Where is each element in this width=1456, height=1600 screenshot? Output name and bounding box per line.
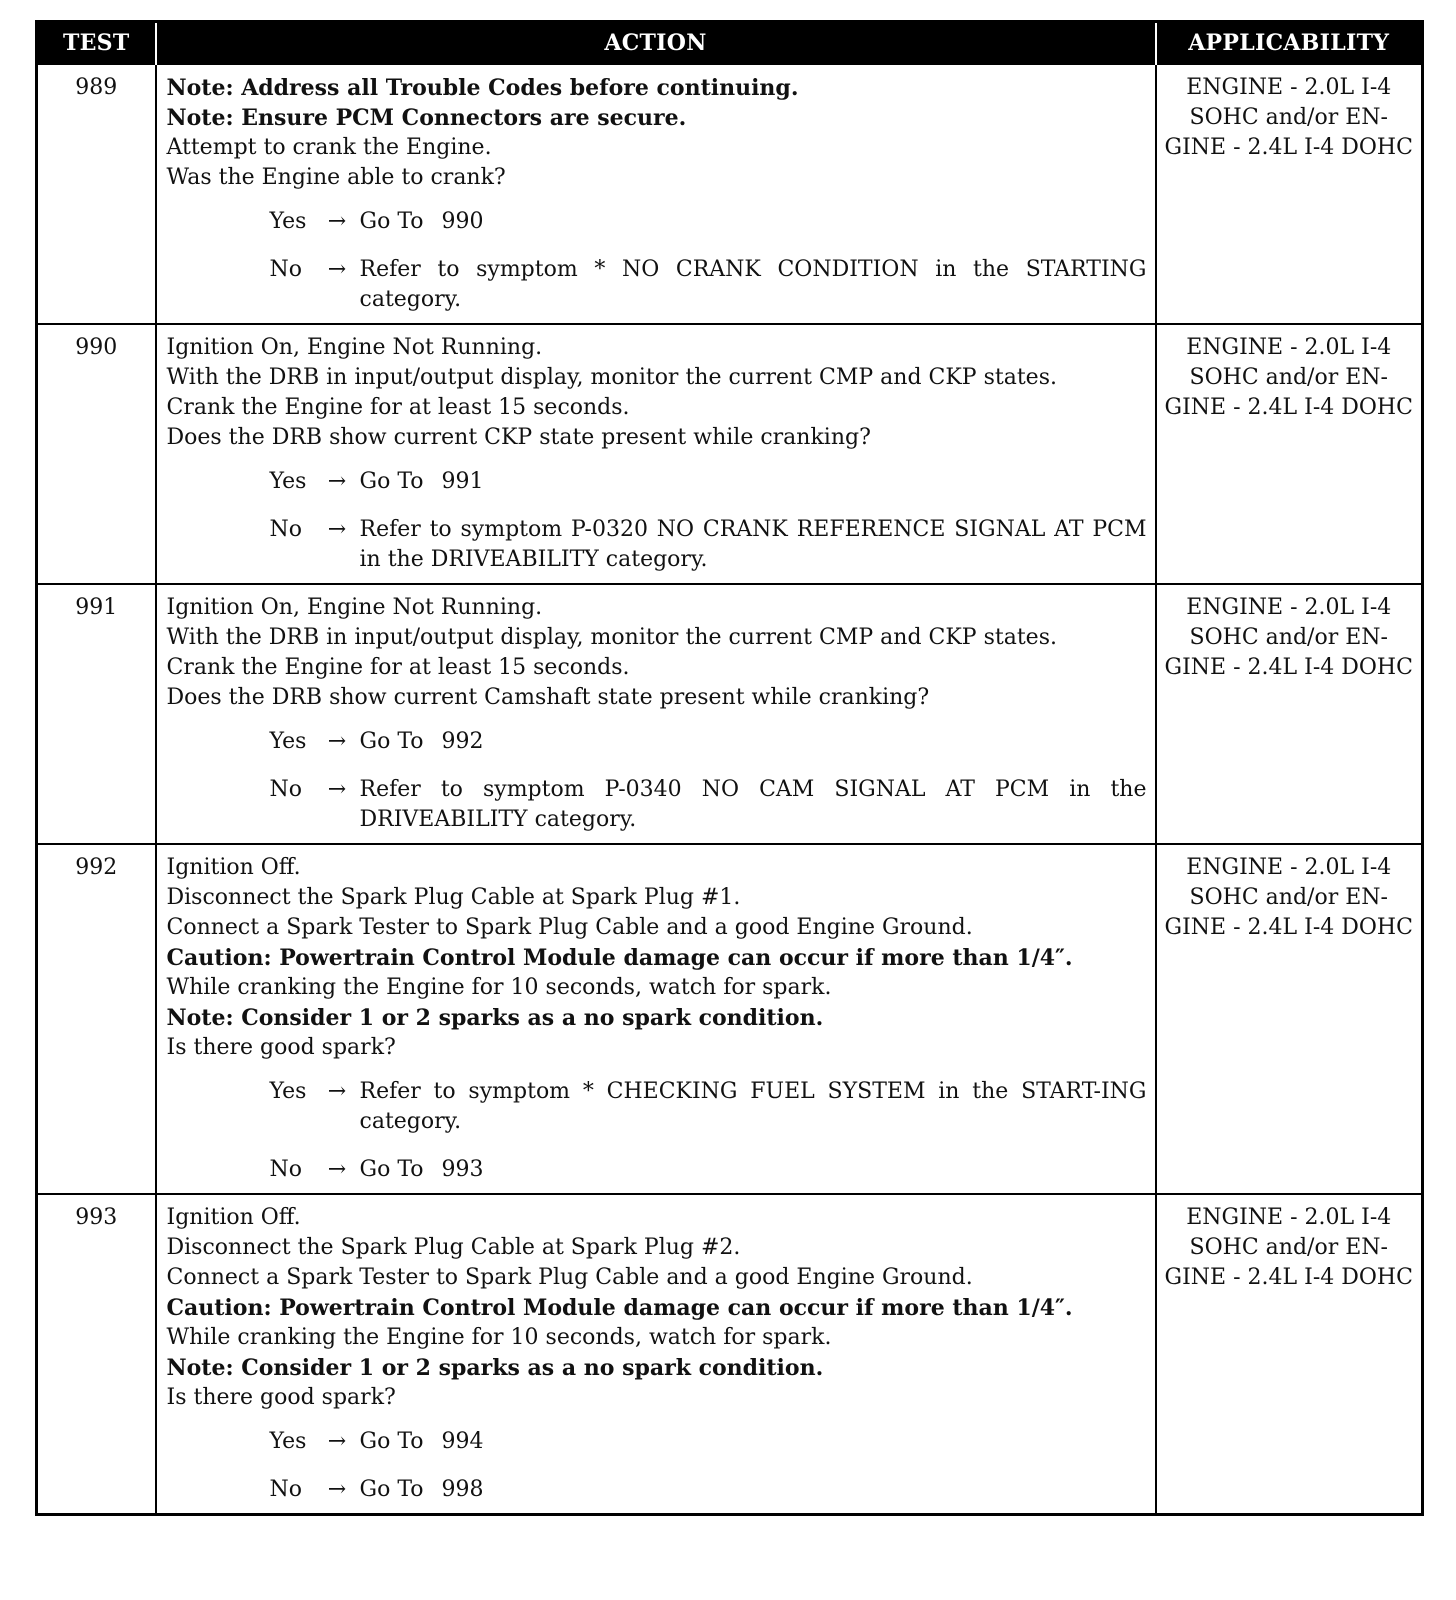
branch-yes (167, 207, 1147, 237)
table-body (37, 64, 1423, 1515)
table-row (37, 324, 1423, 584)
instruction-line: While cranking the Engine for 10 seconds, watch for spark. (166, 975, 832, 1000)
branch-label: Yes (269, 1429, 307, 1454)
branch-list (167, 467, 1147, 575)
goto-label: Go To (359, 1477, 424, 1502)
instruction-line: Connect a Spark Tester to Spark Plug Cable and a good Engine Ground. (166, 1265, 973, 1290)
procedure-page (35, 20, 1421, 1516)
instruction-line: Crank the Engine for at least 15 seconds. (166, 395, 630, 420)
note-line: Caution: Powertrain Control Module damage can occur if more than 1/4″. (166, 945, 1073, 971)
branch-no (167, 515, 1147, 575)
branch-yes (167, 727, 1147, 757)
goto-test-number: 990 (441, 209, 484, 234)
note-line: Note: Consider 1 or 2 sparks as a no spark condition. (166, 1005, 824, 1031)
goto-reference (360, 207, 1147, 237)
arrow-right-icon: → (327, 257, 347, 282)
arrow-right-icon: → (327, 469, 347, 494)
goto-test-number: 993 (441, 1157, 484, 1182)
branch-label: Yes (269, 729, 307, 754)
branch-no (167, 1155, 1147, 1185)
goto-test-number: 998 (441, 1477, 484, 1502)
arrow-right-icon: → (327, 209, 347, 234)
symptom-reference: Refer to symptom P-0320 NO CRANK REFERENCE SIGNAL AT PCM in the DRIVEABILITY category. (359, 517, 1147, 572)
table-row (37, 1194, 1423, 1515)
instruction-line: With the DRB in input/output display, monitor the current CMP and CKP states. (166, 625, 1057, 650)
goto-label: Go To (359, 209, 424, 234)
applicability-cell: ENGINE - 2.0L I-4 SOHC and/or EN-GINE - 2.4L I-4 DOHC (1156, 324, 1423, 584)
instruction-line: Does the DRB show current CKP state present while cranking? (166, 425, 871, 450)
test-number: 993 (37, 1194, 156, 1515)
branch-yes (167, 1077, 1147, 1137)
applicability-cell: ENGINE - 2.0L I-4 SOHC and/or EN-GINE - 2.4L I-4 DOHC (1156, 584, 1423, 844)
goto-reference (360, 727, 1147, 757)
arrow-right-icon: → (327, 1079, 347, 1104)
branch-no (167, 1475, 1147, 1505)
branch-label: Yes (269, 469, 307, 494)
instruction-line: Ignition Off. (166, 855, 301, 880)
test-number: 991 (37, 584, 156, 844)
goto-test-number: 994 (441, 1429, 484, 1454)
arrow-right-icon: → (327, 1157, 347, 1182)
branch-label: No (269, 1157, 302, 1182)
instruction-line: Ignition On, Engine Not Running. (166, 335, 543, 360)
table-row (37, 584, 1423, 844)
branch-list (167, 1427, 1147, 1505)
goto-label: Go To (359, 729, 424, 754)
arrow-right-icon: → (327, 729, 347, 754)
instruction-line: Was the Engine able to crank? (166, 165, 506, 190)
header-applicability: APPLICABILITY (1156, 22, 1423, 65)
goto-label: Go To (359, 469, 424, 494)
applicability-cell: ENGINE - 2.0L I-4 SOHC and/or EN-GINE - 2.4L I-4 DOHC (1156, 844, 1423, 1194)
arrow-right-icon: → (327, 1477, 347, 1502)
table-row (37, 844, 1423, 1194)
applicability-cell: ENGINE - 2.0L I-4 SOHC and/or EN-GINE - 2.4L I-4 DOHC (1156, 64, 1423, 324)
test-number: 992 (37, 844, 156, 1194)
symptom-reference: Refer to symptom P-0340 NO CAM SIGNAL AT PCM in the DRIVEABILITY category. (359, 777, 1147, 832)
branch-label: No (269, 777, 302, 802)
branch-no (167, 775, 1147, 835)
instruction-line: Is there good spark? (166, 1385, 396, 1410)
note-line: Note: Ensure PCM Connectors are secure. (166, 105, 687, 131)
instruction-line: Disconnect the Spark Plug Cable at Spark Plug #2. (166, 1235, 741, 1260)
goto-reference (360, 1475, 1147, 1505)
note-line: Caution: Powertrain Control Module damage can occur if more than 1/4″. (166, 1295, 1073, 1321)
action-cell (156, 64, 1156, 324)
instruction-line: Attempt to crank the Engine. (166, 135, 492, 160)
test-number: 989 (37, 64, 156, 324)
goto-label: Go To (359, 1429, 424, 1454)
branch-yes (167, 467, 1147, 497)
instruction-line: Disconnect the Spark Plug Cable at Spark Plug #1. (166, 885, 741, 910)
note-line: Note: Consider 1 or 2 sparks as a no spark condition. (166, 1355, 824, 1381)
instruction-line: Ignition On, Engine Not Running. (166, 595, 543, 620)
instruction-line: With the DRB in input/output display, monitor the current CMP and CKP states. (166, 365, 1057, 390)
table-row (37, 64, 1423, 324)
instruction-line: Does the DRB show current Camshaft state present while cranking? (166, 685, 930, 710)
goto-test-number: 991 (441, 469, 484, 494)
branch-list (167, 207, 1147, 315)
action-cell (156, 844, 1156, 1194)
symptom-reference: Refer to symptom * NO CRANK CONDITION in the STARTING category. (359, 257, 1147, 312)
instruction-line: Crank the Engine for at least 15 seconds. (166, 655, 630, 680)
action-cell (156, 1194, 1156, 1515)
test-number: 990 (37, 324, 156, 584)
table-header (37, 22, 1423, 65)
instruction-line: While cranking the Engine for 10 seconds, watch for spark. (166, 1325, 832, 1350)
goto-label: Go To (359, 1157, 424, 1182)
branch-label: No (269, 257, 302, 282)
arrow-right-icon: → (327, 517, 347, 542)
goto-reference (360, 1155, 1147, 1185)
action-cell (156, 324, 1156, 584)
branch-label: No (269, 517, 302, 542)
note-line: Note: Address all Trouble Codes before continuing. (166, 75, 799, 101)
branch-yes (167, 1427, 1147, 1457)
branch-no (167, 255, 1147, 315)
diagnostic-test-table (35, 20, 1424, 1516)
branch-label: No (269, 1477, 302, 1502)
header-action: ACTION (156, 22, 1156, 65)
instruction-line: Ignition Off. (166, 1205, 301, 1230)
header-test: TEST (37, 22, 156, 65)
instruction-line: Is there good spark? (166, 1035, 396, 1060)
symptom-reference: Refer to symptom * CHECKING FUEL SYSTEM in the START-ING category. (359, 1079, 1147, 1134)
instruction-line: Connect a Spark Tester to Spark Plug Cable and a good Engine Ground. (166, 915, 973, 940)
branch-list (167, 727, 1147, 835)
branch-label: Yes (269, 209, 307, 234)
goto-reference (360, 467, 1147, 497)
branch-list (167, 1077, 1147, 1185)
arrow-right-icon: → (327, 777, 347, 802)
branch-label: Yes (269, 1079, 307, 1104)
applicability-cell: ENGINE - 2.0L I-4 SOHC and/or EN-GINE - 2.4L I-4 DOHC (1156, 1194, 1423, 1515)
arrow-right-icon: → (327, 1429, 347, 1454)
goto-reference (360, 1427, 1147, 1457)
action-cell (156, 584, 1156, 844)
goto-test-number: 992 (441, 729, 484, 754)
